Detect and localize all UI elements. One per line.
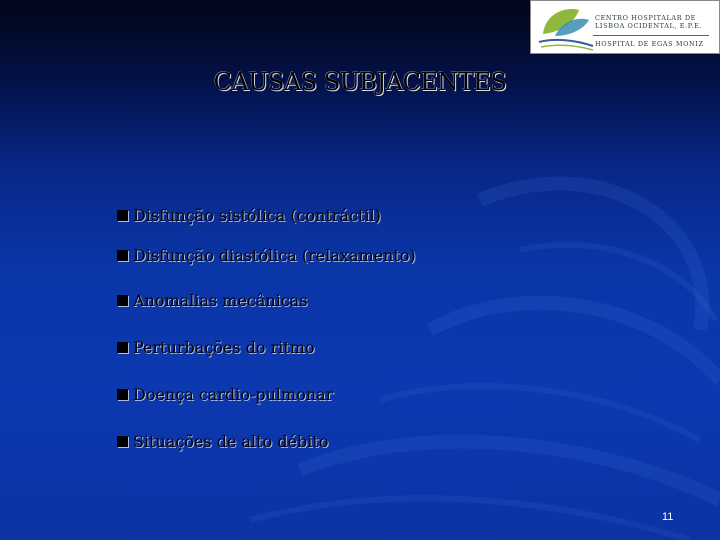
square-bullet-icon	[117, 295, 128, 306]
bullet-item	[117, 291, 308, 310]
logo-divider	[593, 35, 709, 36]
hospital-logo	[530, 0, 720, 54]
square-bullet-icon	[117, 250, 128, 261]
square-bullet-icon	[117, 210, 128, 221]
square-bullet-icon	[117, 436, 128, 447]
bullet-item	[117, 246, 416, 265]
bullet-item	[117, 432, 328, 451]
bullet-text: Anomalias mecânicas	[133, 291, 308, 310]
bullet-text: Situações de alto débito	[133, 432, 329, 451]
logo-text-line1: CENTRO HOSPITALAR DE	[595, 14, 697, 22]
bullet-text: Disfunção sistólica (contráctil)	[133, 206, 381, 225]
square-bullet-icon	[117, 389, 128, 400]
slide-title: CAUSAS SUBJACENTES	[213, 68, 507, 96]
square-bullet-icon	[117, 342, 128, 353]
bullet-item	[117, 338, 315, 357]
bullet-item	[117, 385, 333, 404]
page-number: 11	[662, 511, 674, 523]
bullet-text: Disfunção diastólica (relaxamento)	[133, 246, 416, 265]
bullet-text: Perturbações do ritmo	[133, 338, 315, 357]
hospital-logo-icon	[535, 4, 595, 52]
bullet-text: Doença cardio-pulmonar	[133, 385, 334, 404]
bullet-item	[117, 206, 381, 225]
logo-text-line3: HOSPITAL DE EGAS MONIZ	[595, 40, 704, 48]
logo-text-line2: LISBOA OCIDENTAL, E.P.E.	[595, 22, 703, 30]
